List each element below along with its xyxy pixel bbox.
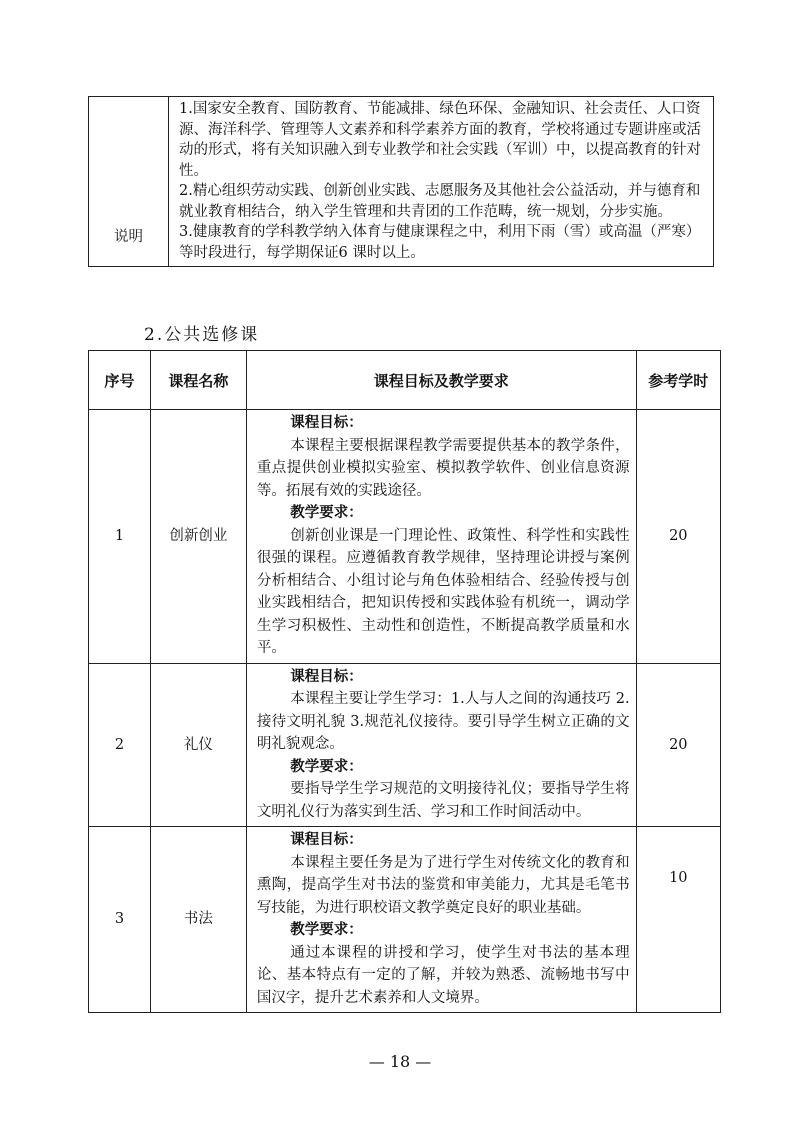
requirement-label: 教学要求： [290, 505, 363, 521]
requirement-label: 教学要求： [290, 922, 363, 938]
table-row [89, 410, 721, 664]
notes-body [169, 97, 714, 267]
requirement-text: 通过本课程的讲授和学习，使学生对书法的基本理论、基本特点有一定的了解，并较为熟悉、流畅地书写中国汉字，提升艺术素养和人文境界。 [256, 944, 630, 1006]
page-number: — 18 — [368, 1052, 432, 1071]
goal-text: 本课程主要任务是为了进行学生对传统文化的教育和熏陶，提高学生对书法的鉴赏和审美能力，尤其是毛笔书写技能，为进行职校语文教学奠定良好的职业基础。 [256, 854, 630, 916]
table-row [89, 663, 721, 827]
requirement-text: 要指导学生学习规范的文明接待礼仪；要指导学生将文明礼仪行为落实到生活、学习和工作时间活动中。 [256, 781, 630, 820]
notes-item: 3.健康教育的学科教学纳入体育与健康课程之中，利用下雨（雪）或高温（严寒）等时段进行，每学期保证6 课时以上。 [179, 224, 701, 261]
header-no: 序号 [89, 351, 151, 410]
row-no: 1 [89, 410, 151, 664]
row-no: 3 [89, 827, 151, 1013]
course-table [88, 350, 721, 1013]
goal-label: 课程目标： [290, 415, 363, 431]
goal-text: 本课程主要根据课程教学需要提供基本的教学条件，重点提供创业模拟实验室、模拟教学软件、创业信息资源等。拓展有效的实践途径。 [256, 437, 630, 499]
header-course-name: 课程名称 [150, 351, 246, 410]
notes-table [88, 96, 714, 267]
row-hours: 10 [636, 827, 720, 1013]
row-course-name: 创新创业 [150, 410, 246, 664]
row-no: 2 [89, 663, 151, 827]
row-hours: 20 [636, 663, 720, 827]
notes-item: 1.国家安全教育、国防教育、节能减排、绿色环保、金融知识、社会责任、人口资源、海洋科学、管理等人文素养和科学素养方面的教育，学校将通过专题讲座或活动的形式，将有关知识融入到专业教学和社会实践（军训）中，以提高教育的针对性。 [179, 101, 701, 179]
row-goals [246, 410, 636, 664]
table-header-row [89, 351, 721, 410]
header-hours: 参考学时 [636, 351, 720, 410]
row-course-name: 书法 [150, 827, 246, 1013]
requirement-text: 创新创业课是一门理论性、政策性、科学性和实践性很强的课程。应遵循教育教学规律，坚持理论讲授与案例分析相结合、小组讨论与角色体验相结合、经验传授与创业实践相结合，把知识传授和实践体验有机统一，调动学生学习积极性、主动性和创造性，不断提高教学质量和水平。 [256, 527, 630, 656]
section-heading: 2.公共选修课 [144, 325, 260, 345]
row-goals [246, 663, 636, 827]
goal-text: 本课程主要让学生学习：1.人与人之间的沟通技巧 2.接待文明礼貌 3.规范礼仪接待。要引导学生树立正确的文明礼貌观念。 [256, 691, 630, 752]
notes-label: 说明 [89, 97, 169, 267]
goal-label: 课程目标： [290, 832, 363, 848]
notes-item: 2.精心组织劳动实践、创新创业实践、志愿服务及其他社会公益活动，并与德育和就业教育相结合，纳入学生管理和共青团的工作范畴，统一规划，分步实施。 [179, 183, 701, 220]
row-course-name: 礼仪 [150, 663, 246, 827]
header-goals: 课程目标及教学要求 [246, 351, 636, 410]
table-row [89, 827, 721, 1013]
goal-label: 课程目标： [290, 668, 363, 685]
row-hours: 20 [636, 410, 720, 664]
requirement-label: 教学要求： [290, 758, 363, 775]
row-goals [246, 827, 636, 1013]
